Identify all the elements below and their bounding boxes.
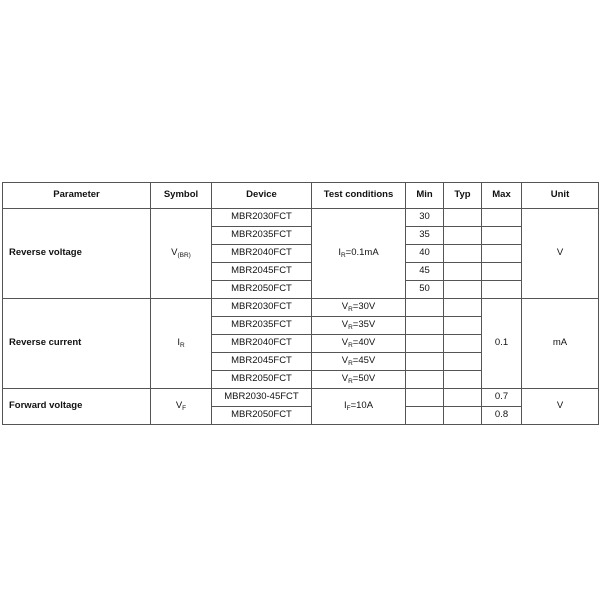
test-main: V xyxy=(341,355,349,367)
reverse-current-parameter: Reverse current xyxy=(3,299,151,389)
test-condition-cell xyxy=(312,335,406,353)
typ-cell xyxy=(444,353,482,371)
max-cell: 0.7 xyxy=(482,389,522,407)
reverse-voltage-symbol xyxy=(151,209,212,299)
max-cell xyxy=(482,227,522,245)
header-test-conditions: Test conditions xyxy=(312,183,406,209)
typ-cell xyxy=(444,299,482,317)
header-row xyxy=(3,183,599,209)
max-cell xyxy=(482,281,522,299)
test-main: V xyxy=(341,301,349,313)
device-cell: MBR2045FCT xyxy=(212,263,312,281)
test-value: =50V xyxy=(352,373,376,385)
test-subscript: R xyxy=(348,306,353,314)
min-cell xyxy=(406,317,444,335)
test-subscript: R xyxy=(348,360,353,368)
device-cell: MBR2035FCT xyxy=(212,227,312,245)
test-subscript: R xyxy=(348,324,353,332)
max-cell xyxy=(482,263,522,281)
table-row xyxy=(3,389,599,407)
test-condition-cell xyxy=(312,299,406,317)
typ-cell xyxy=(444,245,482,263)
reverse-voltage-parameter: Reverse voltage xyxy=(3,209,151,299)
device-cell: MBR2045FCT xyxy=(212,353,312,371)
test-subscript: R xyxy=(348,378,353,386)
test-condition-cell xyxy=(312,317,406,335)
device-cell: MBR2035FCT xyxy=(212,317,312,335)
reverse-current-unit: mA xyxy=(522,299,599,389)
electrical-characteristics-table xyxy=(2,182,599,425)
table-row xyxy=(3,209,599,227)
typ-cell xyxy=(444,263,482,281)
test-condition-cell xyxy=(312,353,406,371)
table-row xyxy=(3,299,599,317)
test-main: I xyxy=(338,247,341,259)
min-cell xyxy=(406,353,444,371)
test-subscript: F xyxy=(346,405,351,413)
min-cell xyxy=(406,299,444,317)
device-cell: MBR2050FCT xyxy=(212,407,312,425)
header-device: Device xyxy=(212,183,312,209)
test-value: =40V xyxy=(352,337,376,349)
min-cell xyxy=(406,335,444,353)
test-condition-cell xyxy=(312,371,406,389)
forward-voltage-unit: V xyxy=(522,389,599,425)
max-cell: 0.8 xyxy=(482,407,522,425)
symbol-subscript: (BR) xyxy=(177,252,191,260)
symbol-subscript: R xyxy=(179,342,185,350)
min-cell: 40 xyxy=(406,245,444,263)
typ-cell xyxy=(444,209,482,227)
test-value: =45V xyxy=(352,355,376,367)
typ-cell xyxy=(444,281,482,299)
test-main: V xyxy=(341,319,349,331)
typ-cell xyxy=(444,407,482,425)
min-cell xyxy=(406,407,444,425)
reverse-voltage-test-condition xyxy=(312,209,406,299)
device-cell: MBR2050FCT xyxy=(212,281,312,299)
device-cell: MBR2030-45FCT xyxy=(212,389,312,407)
symbol-subscript: F xyxy=(182,405,187,413)
typ-cell xyxy=(444,317,482,335)
header-max: Max xyxy=(482,183,522,209)
symbol-main: V xyxy=(171,247,178,259)
forward-voltage-test-condition xyxy=(312,389,406,425)
symbol-main: I xyxy=(177,337,180,349)
test-value: =10A xyxy=(350,400,374,412)
min-cell: 30 xyxy=(406,209,444,227)
reverse-voltage-unit: V xyxy=(522,209,599,299)
test-value: =30V xyxy=(352,301,376,313)
header-symbol: Symbol xyxy=(151,183,212,209)
min-cell xyxy=(406,389,444,407)
typ-cell xyxy=(444,335,482,353)
device-cell: MBR2030FCT xyxy=(212,299,312,317)
test-value: =0.1mA xyxy=(345,247,379,259)
forward-voltage-parameter: Forward voltage xyxy=(3,389,151,425)
device-cell: MBR2040FCT xyxy=(212,245,312,263)
reverse-current-max: 0.1 xyxy=(482,299,522,389)
device-cell: MBR2050FCT xyxy=(212,371,312,389)
device-cell: MBR2030FCT xyxy=(212,209,312,227)
min-cell: 35 xyxy=(406,227,444,245)
forward-voltage-symbol xyxy=(151,389,212,425)
test-subscript: R xyxy=(340,252,346,260)
test-main: V xyxy=(341,373,349,385)
test-subscript: R xyxy=(348,342,353,350)
max-cell xyxy=(482,209,522,227)
typ-cell xyxy=(444,371,482,389)
symbol-main: V xyxy=(175,400,183,412)
max-cell xyxy=(482,245,522,263)
min-cell: 45 xyxy=(406,263,444,281)
header-min: Min xyxy=(406,183,444,209)
min-cell xyxy=(406,371,444,389)
typ-cell xyxy=(444,389,482,407)
reverse-current-symbol xyxy=(151,299,212,389)
header-typ: Typ xyxy=(444,183,482,209)
header-parameter: Parameter xyxy=(3,183,151,209)
typ-cell xyxy=(444,227,482,245)
test-main: I xyxy=(343,400,347,412)
header-unit: Unit xyxy=(522,183,599,209)
test-value: =35V xyxy=(352,319,376,331)
device-cell: MBR2040FCT xyxy=(212,335,312,353)
min-cell: 50 xyxy=(406,281,444,299)
test-main: V xyxy=(341,337,349,349)
